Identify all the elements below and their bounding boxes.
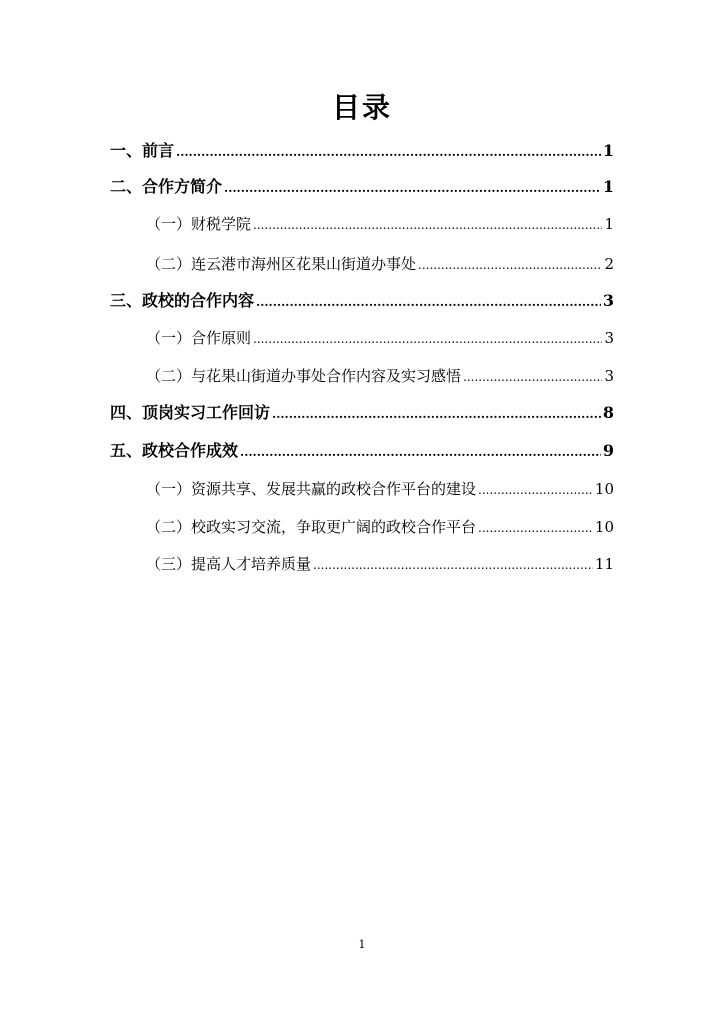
toc-entry-page: 3 [604,329,614,347]
footer-page-number: 1 [358,938,366,951]
toc-leader-dots [418,253,602,277]
toc-entry-label: （三）提高人才培养质量 [146,555,312,573]
toc-entry-page: 11 [594,555,614,573]
toc-entry[interactable] [110,139,614,163]
toc-entry-page: 8 [602,403,614,422]
toc-entry-page: 2 [604,255,614,273]
toc-entry-page: 10 [594,518,614,536]
toc-entry-page: 3 [602,291,614,310]
toc-entry[interactable] [110,439,614,463]
toc-entry-page: 1 [602,141,614,160]
toc-entry-label: （一）财税学院 [146,215,252,233]
toc-entry[interactable] [146,212,614,236]
toc-entry[interactable] [146,326,614,350]
toc-entry-label: （二）校政实习交流，争取更广阔的政校合作平台 [146,518,477,536]
toc-entry-page: 1 [602,177,614,196]
toc-leader-dots [272,402,601,426]
toc-entry[interactable] [146,552,614,576]
toc-entry-label: （二）与花果山街道办事处合作内容及实习感悟 [146,367,462,385]
toc-entry-page: 10 [594,480,614,498]
toc-entry-page: 9 [602,441,614,460]
toc-entry-label: 一、前言 [110,141,175,160]
toc-leader-dots [224,176,601,200]
toc-entry[interactable] [146,252,614,276]
toc-leader-dots [478,478,593,502]
toc-entry-page: 3 [604,367,614,385]
toc-leader-dots [176,140,601,164]
toc-entry[interactable] [146,515,614,539]
toc-leader-dots [478,516,593,540]
toc-entry-label: 三、政校的合作内容 [110,291,255,310]
toc-entry-label: （二）连云港市海州区花果山街道办事处 [146,255,417,273]
toc-leader-dots [253,327,602,351]
toc-title: 目录 [331,91,392,124]
toc-leader-dots [256,290,601,314]
toc-leader-dots [313,553,593,577]
toc-leader-dots [240,440,601,464]
toc-entry[interactable] [110,289,614,313]
toc-entry-label: 二、合作方简介 [110,177,223,196]
toc-entry-label: （一）资源共享、发展共赢的政校合作平台的建设 [146,480,477,498]
toc-entry-label: 五、政校合作成效 [110,441,239,460]
toc-entry[interactable] [146,477,614,501]
toc-entry-page: 1 [604,215,614,233]
toc-leader-dots [463,365,602,389]
toc-entry-label: （一）合作原则 [146,329,252,347]
toc-leader-dots [253,213,602,237]
toc-entry-label: 四、顶岗实习工作回访 [110,403,271,422]
toc-entry[interactable] [110,401,614,425]
toc-entry[interactable] [146,364,614,388]
toc-entry[interactable] [110,175,614,199]
